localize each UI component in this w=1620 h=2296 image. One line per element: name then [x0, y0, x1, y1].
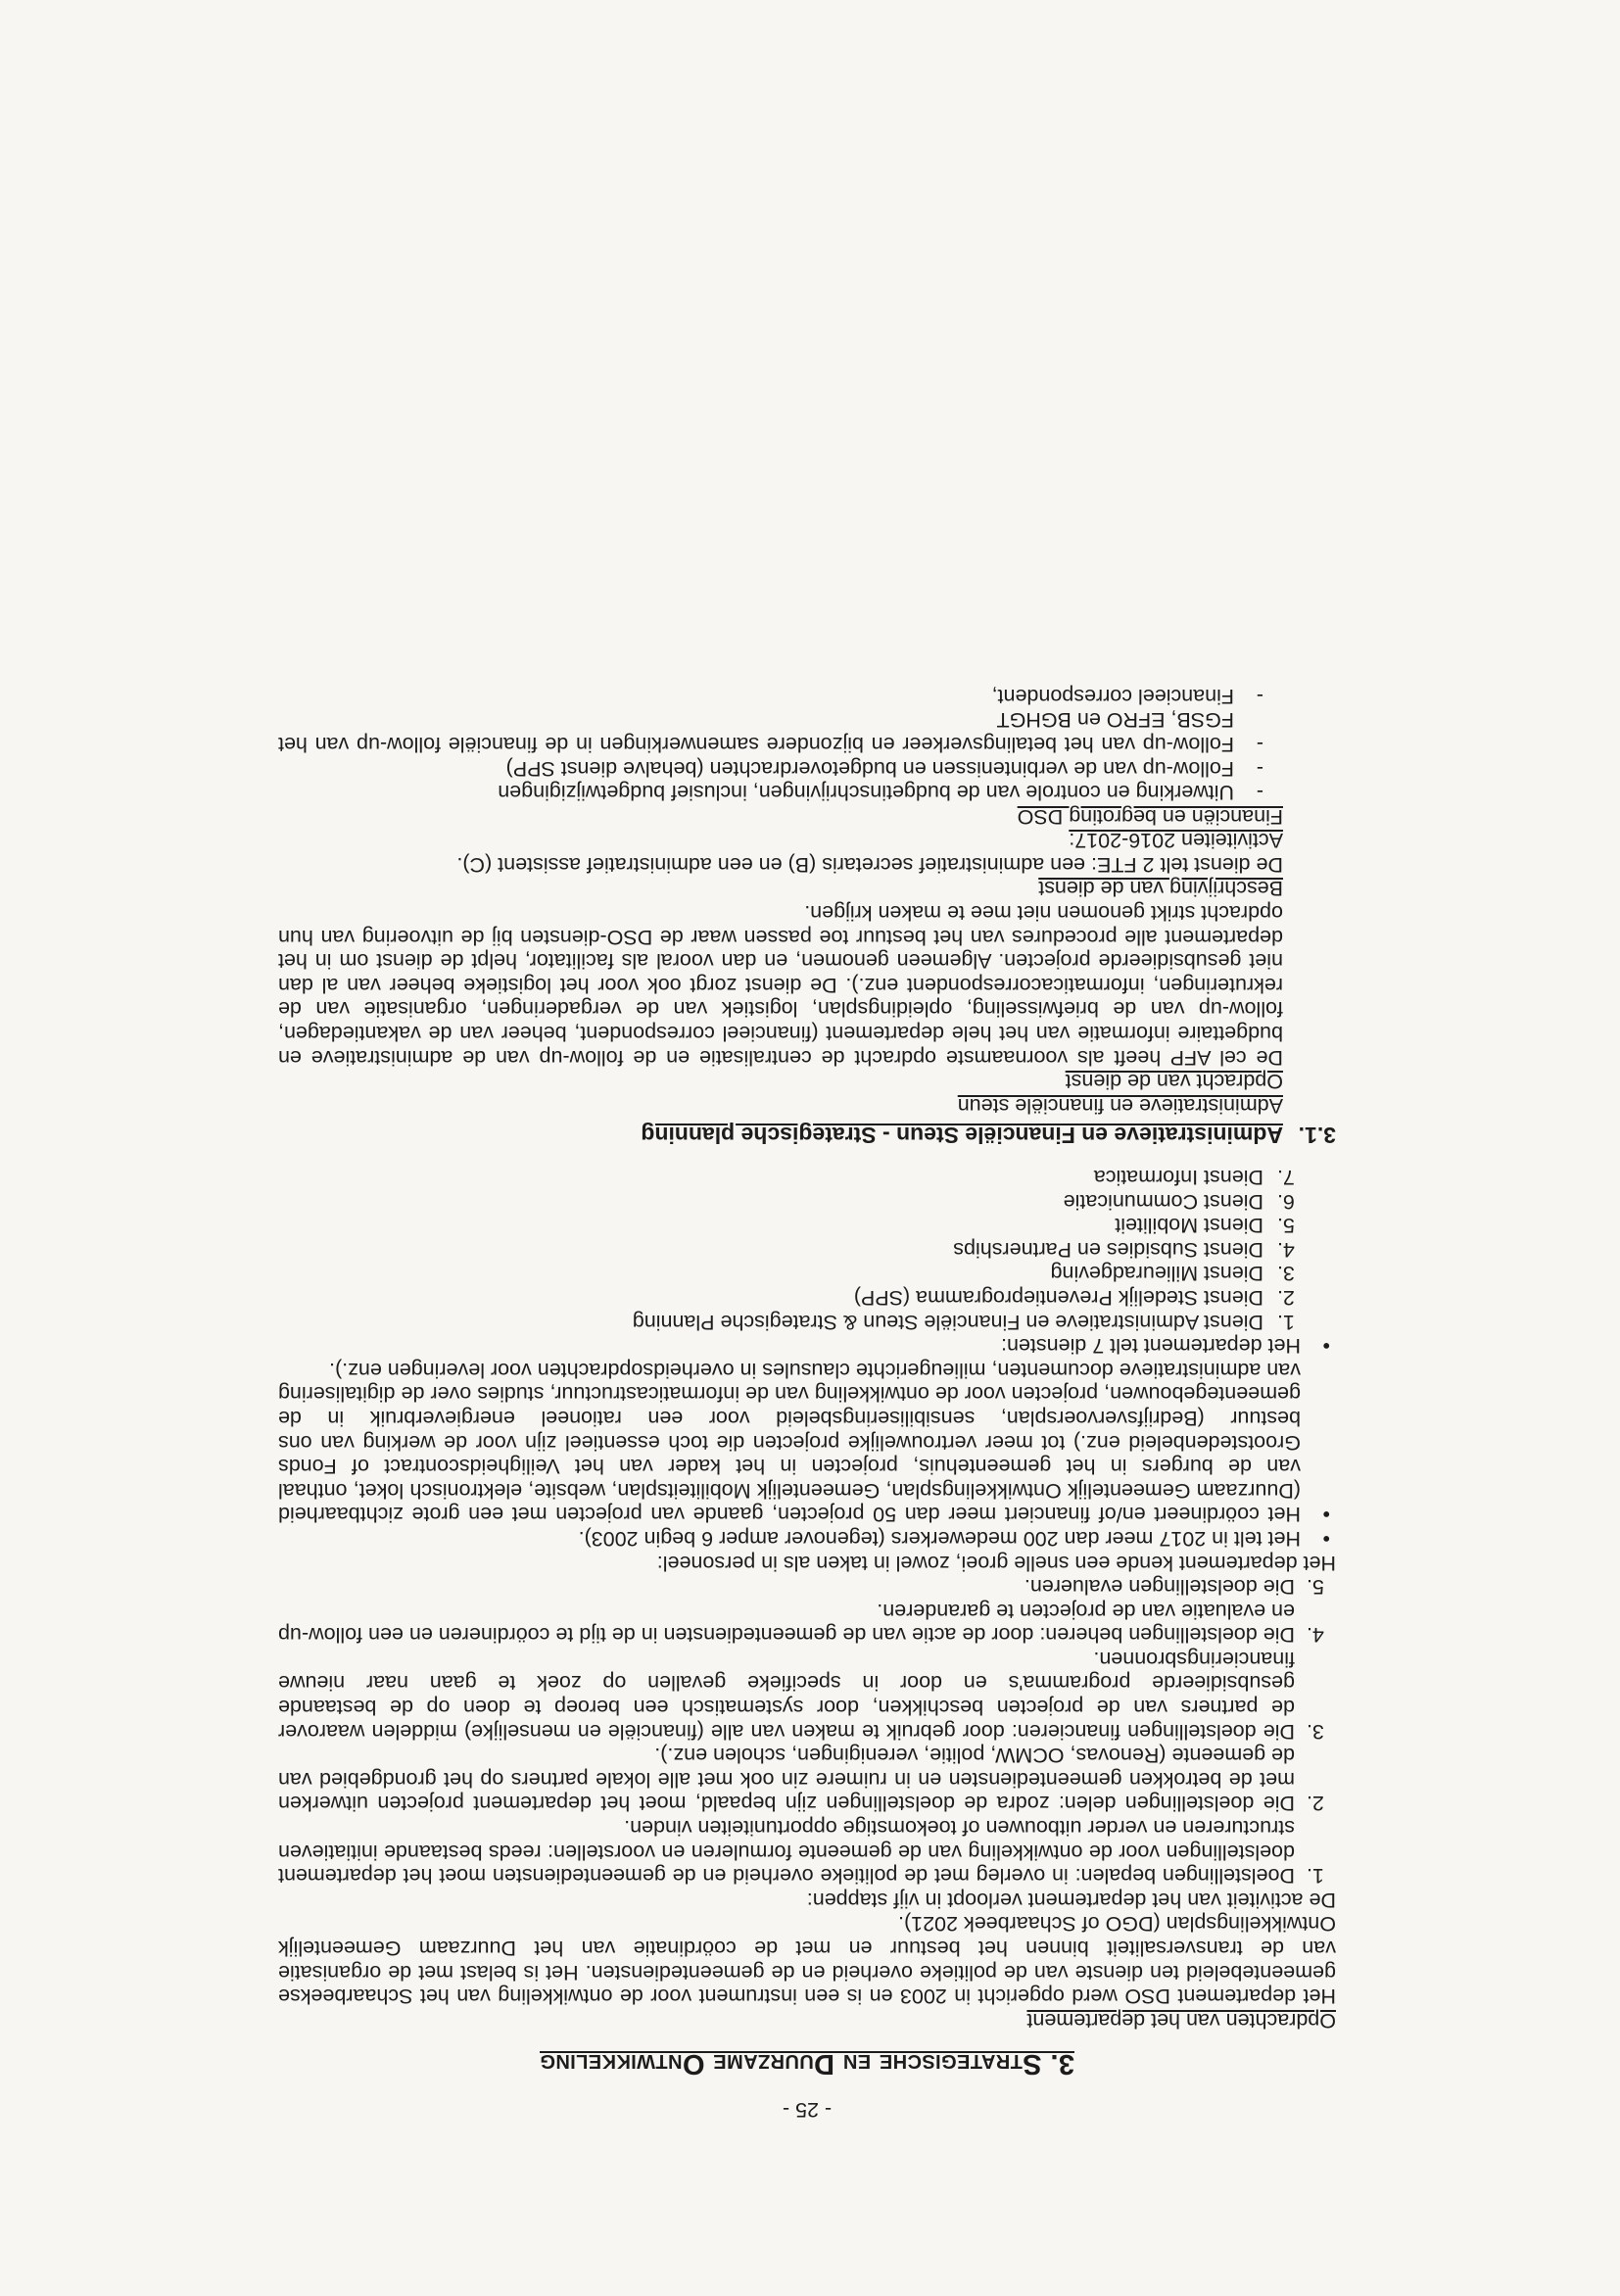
missions-intro: Het departement DSO werd opgericht in 2003 en is een instrument voor de ontwikkeling van het Schaarbeekse gemeentebeleid ten dienste van de politieke overheid en de gemeentediensten. Het is belast met de organisatie van de transversaliteit binnen het bestuur en met de coördinatie van het Duurzaam Gemeentelijk Ontwikkelingsplan (DGO of Schaarbeek 2021).	[278, 1912, 1336, 2009]
section-3-1-title	[278, 1124, 1336, 1148]
service-item: 5. Dienst Mobiliteit	[278, 1214, 1271, 1238]
description-heading: Beschrijving van de dienst	[1038, 877, 1283, 901]
service-item: 4. Dienst Subsidies en Partnerships	[278, 1237, 1271, 1262]
mission-text: De cel AFP heeft als voornaamste opdracht de centralisatie en de follow-up van de administratieve en budgettaire informatie van het hele departement (financieel correspondent, beheer van de vakantiedagen, follow-up van de briefwisseling, opleidingsplan, logistiek van de vergaderingen, organisatie van de rekruteringen, informaticacorrespondent enz.). De dienst zorgt ook voor het logistieke beheer van al dan niet gesubsidieerde projecten. Algemeen genomen, en dan vooral als facilitator, helpt de dienst om in het departement alle procedures van het bestuur toe passen waar de DSO-diensten bij de uitvoering van hun opdracht strikt genomen niet mee te maken krijgen.	[278, 901, 1283, 1070]
service-item: 2. Dienst Stedelijk Preventieprogramma (SPP)	[278, 1285, 1271, 1310]
growth-bullets	[278, 1165, 1336, 1551]
activities-heading: Activiteiten 2016-2017:	[1069, 829, 1283, 853]
description-text: De dienst telt 2 FTE: een administratief secretaris (B) en een administratief assistent (C).	[456, 852, 1283, 877]
step-item: 3. Die doelstellingen financieren: door gebruik te maken van alle (financiële en menselijke) middelen waarover de partners van de projecten beschikken, door systematisch een beroep te doen op de bestaande gesubsidieerde programma's en door in specifieke gevallen op zoek te gaan naar nieuwe financieringsbronnen.	[278, 1647, 1301, 1743]
step-item: 1. Doelstellingen bepalen: in overleg met de politieke overheid en de gemeentediensten moet het departement doelstellingen voor de ontwikkeling van de gemeente formuleren en voorstellen: reeds bestaande initiatieven structureren en verder uitbouwen of toekomstige opportuniteiten vinden.	[278, 1815, 1301, 1888]
services-intro: Het departement telt 7 diensten:	[1001, 1334, 1301, 1359]
finance-item: - Uitwerking en controle van de budgetinschrijvingen, inclusief budgetwijzigingen	[278, 781, 1234, 805]
section-3-1-body	[278, 684, 1283, 1118]
finance-heading: Financiën en begroting DSO	[1017, 804, 1283, 829]
finance-item: - Follow-up van de verbintenissen en budgetoverdrachten (behalve dienst SPP)	[278, 756, 1234, 781]
steps-intro: De activiteit van het departement verloopt in vijf stappen:	[806, 1888, 1336, 1912]
finance-item: - Financieel correspondent,	[278, 684, 1234, 708]
step-item: 2. Die doelstellingen delen: zodra de doelstellingen zijn bepaald, moet het departement projecten uitwerken met de betrokken gemeentediensten en in ruimere zin ook met alle lokale partners op het grondgebied van de gemeente (Renovas, OCMW, politie, verenigingen, scholen enz.).	[278, 1744, 1301, 1816]
missions-heading: Opdrachten van het departement	[1026, 2008, 1336, 2033]
page-number: - 25 -	[782, 2098, 833, 2122]
bullet-item: • Het coördineert en/of financiert meer dan 50 projecten, gaande van projecten met een grote zichtbaarheid (Duurzaam Gemeentelijk Ontwikkelingsplan, Gemeentelijk Mobiliteitsplan, website, elektronisch loket, onthaal van de burgers in het gemeentehuis, projecten in het kader van het Veiligheidscontract of Fonds Grootstedenbeleid enz.) tot meer vertrouwelijke projecten die toch essentieel zijn voor de werking van ons bestuur (Bedrijfsvervoersplan, sensibiliseringsbeleid voor een rationeel energieverbruik in de gemeentegebouwen, projecten voor de ontwikkeling van de informaticastructuur, studies over de digitalisering van administratieve documenten, milieugerichte clausules in overheidsopdrachten voor leveringen enz.).	[278, 1358, 1301, 1526]
bullet-item: • Het telt in 2017 meer dan 200 medewerkers (tegenover amper 6 begin 2003).	[278, 1526, 1301, 1551]
page-content	[278, 684, 1336, 2122]
finance-list	[278, 684, 1283, 804]
service-item: 3. Dienst Milieuradgeving	[278, 1262, 1271, 1286]
step-item: 5. Die doelstellingen evalueren.	[278, 1575, 1301, 1600]
service-item: 6. Dienst Communicatie	[278, 1189, 1271, 1214]
finance-item: - Follow-up van het betalingsverkeer en bijzondere samenwerkingen in de financiële follow-up van het FGSB, EFRO en BGHGT	[278, 708, 1234, 756]
service-item: 7. Dienst Informatica	[278, 1165, 1271, 1189]
chapter-title: 3. Strategische en Duurzame Ontwikkeling	[540, 2048, 1074, 2081]
bullet-item	[278, 1165, 1301, 1358]
steps-list	[278, 1575, 1336, 1889]
section-number: 3.1.	[1298, 1123, 1336, 1149]
growth-intro: Het departement kende een snelle groei, zowel in taken als in personeel:	[656, 1551, 1336, 1575]
step-item: 4. Die doelstellingen beheren: door de actie van de gemeentediensten in de tijd te coördineren en een follow-up en evaluatie van de projecten te garanderen.	[278, 1599, 1301, 1647]
section-title-text: Administratieve en Financiële Steun - Strategische planning	[641, 1123, 1283, 1149]
services-list	[278, 1165, 1301, 1333]
section-subtitle: Administratieve en financiële steun	[957, 1093, 1283, 1118]
mission-heading: Opdracht van de dienst	[1065, 1070, 1283, 1094]
service-item: 1. Dienst Administratieve en Financiële Steun & Strategische Planning	[278, 1310, 1271, 1334]
